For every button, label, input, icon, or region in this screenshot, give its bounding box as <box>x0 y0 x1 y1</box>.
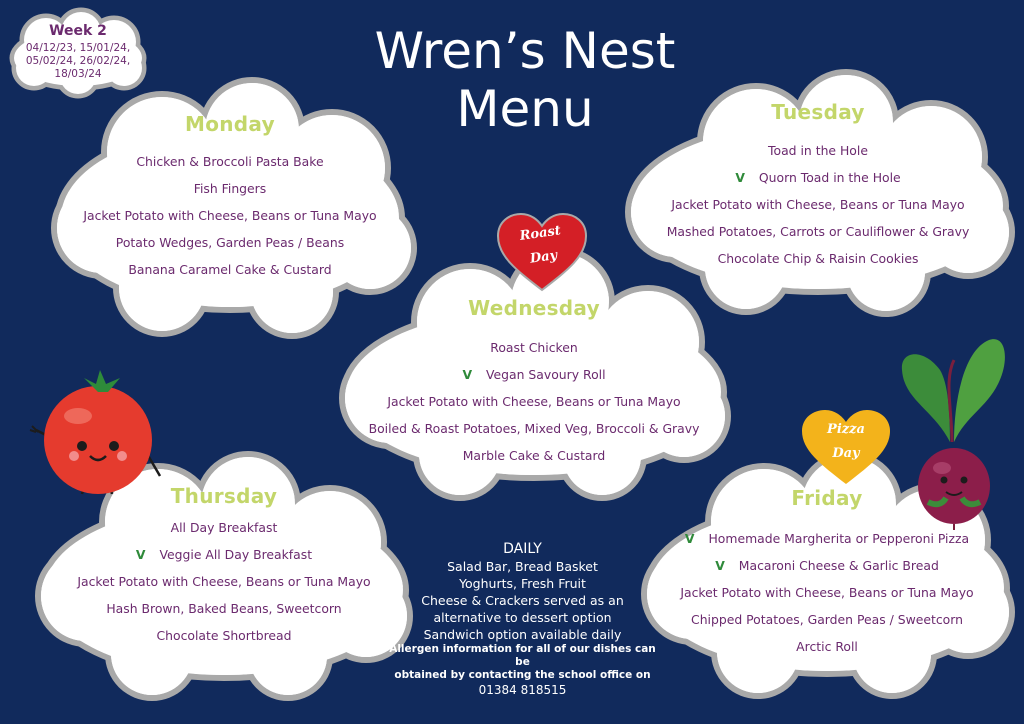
week-dates-1: 04/12/23, 15/01/24, <box>25 42 131 54</box>
roast-day-heart <box>496 212 588 292</box>
daily-line-3: Cheese & Crackers served as an <box>421 593 624 608</box>
tuesday-item-4: Mashed Potatoes, Carrots or Cauliflower & Gravy <box>666 224 970 239</box>
friday-item-2: V Macaroni Cheese & Garlic Bread <box>715 558 939 573</box>
friday-item-5: Arctic Roll <box>796 639 858 654</box>
daily-heading: DAILY <box>503 541 542 557</box>
thursday-item-5: Chocolate Shortbread <box>156 628 292 643</box>
vegetarian-icon: V <box>684 531 695 546</box>
beetroot-character-icon <box>894 330 1012 530</box>
title-line-2: Menu <box>456 80 594 138</box>
thursday-title: Thursday <box>170 484 278 508</box>
tuesday-item-2: V Quorn Toad in the Hole <box>735 170 901 185</box>
school-phone: 01384 818515 <box>478 683 567 697</box>
thursday-item-2: V Veggie All Day Breakfast <box>135 547 313 562</box>
pizza-day-line-1: Pizza <box>827 422 865 437</box>
monday-item-2: Fish Fingers <box>193 181 267 196</box>
monday-title: Monday <box>185 112 275 136</box>
daily-line-5: Sandwich option available daily <box>423 627 622 642</box>
week-label: Week 2 <box>49 23 107 39</box>
tuesday-item-3: Jacket Potato with Cheese, Beans or Tuna Mayo <box>671 197 965 212</box>
tuesday-item-5: Chocolate Chip & Raisin Cookies <box>717 251 919 266</box>
daily-line-2: Yoghurts, Fresh Fruit <box>459 576 586 591</box>
wednesday-item-5: Marble Cake & Custard <box>462 448 606 463</box>
roast-day-line-1: Roast <box>518 223 562 244</box>
vegetarian-icon: V <box>462 367 473 382</box>
daily-line-1: Salad Bar, Bread Basket <box>447 559 598 574</box>
wednesday-item-2: V Vegan Savoury Roll <box>462 367 606 382</box>
wednesday-item-1: Roast Chicken <box>490 340 578 355</box>
daily-line-4: alternative to dessert option <box>433 610 612 625</box>
tuesday-item-1: Toad in the Hole <box>768 143 868 158</box>
title-line-1: Wren’s Nest <box>374 22 676 80</box>
monday-item-5: Banana Caramel Cake & Custard <box>128 262 332 277</box>
allergy-note-2: obtained by contacting the school office on <box>394 669 651 681</box>
pizza-day-heart <box>800 408 892 486</box>
vegetarian-icon: V <box>135 547 146 562</box>
pizza-day-line-2: Day <box>832 446 860 461</box>
wednesday-item-3: Jacket Potato with Cheese, Beans or Tuna Mayo <box>387 394 681 409</box>
tomato-character-icon <box>18 368 178 498</box>
friday-title: Friday <box>791 486 863 510</box>
allergy-note-1: Allergen information for all of our dishes can be <box>389 643 656 668</box>
vegetarian-icon: V <box>715 558 725 573</box>
thursday-item-3: Jacket Potato with Cheese, Beans or Tuna Mayo <box>77 574 371 589</box>
friday-item-4: Chipped Potatoes, Garden Peas / Sweetcorn <box>691 612 963 627</box>
friday-item-1: V Homemade Margherita or Pepperoni Pizza <box>684 531 970 546</box>
wednesday-title: Wednesday <box>468 296 600 320</box>
vegetarian-icon: V <box>735 170 745 185</box>
friday-item-3: Jacket Potato with Cheese, Beans or Tuna Mayo <box>680 585 974 600</box>
tuesday-title: Tuesday <box>771 100 865 124</box>
roast-day-line-2: Day <box>529 248 559 267</box>
monday-item-3: Jacket Potato with Cheese, Beans or Tuna Mayo <box>83 208 377 223</box>
week-dates-2: 05/02/24, 26/02/24, <box>25 55 131 67</box>
thursday-item-1: All Day Breakfast <box>170 520 278 535</box>
thursday-item-4: Hash Brown, Baked Beans, Sweetcorn <box>106 601 342 616</box>
monday-item-1: Chicken & Broccoli Pasta Bake <box>136 154 324 169</box>
week-dates-3: 18/03/24 <box>54 68 102 80</box>
daily-info <box>385 540 660 698</box>
monday-item-4: Potato Wedges, Garden Peas / Beans <box>115 235 345 250</box>
wednesday-item-4: Boiled & Roast Potatoes, Mixed Veg, Broccoli & Gravy <box>368 421 700 436</box>
